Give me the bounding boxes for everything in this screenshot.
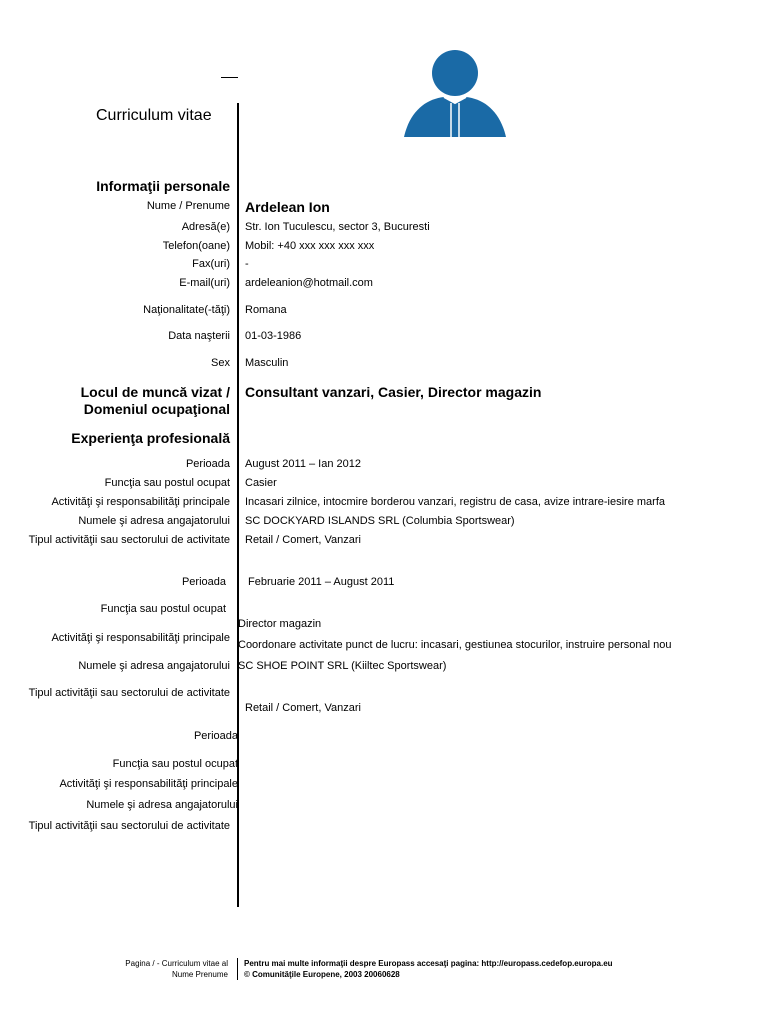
job3-label-position: Funcţia sau postul ocupat (112, 758, 238, 770)
job2-label-employer: Numele şi adresa angajatorului (78, 660, 230, 672)
job1-label-employer: Numele şi adresa angajatorului (78, 515, 230, 527)
job1-label-period: Perioada (185, 458, 230, 470)
desired-job-heading-line2: Domeniul ocupaţional (83, 401, 230, 417)
value-birthdate: 01-03-1986 (245, 330, 302, 342)
job2-value-activities: Coordonare activitate punct de lucru: incasari, gestiunea stocurilor, instruire personal nou (238, 639, 672, 651)
label-phone: Telefon(oane) (162, 240, 230, 252)
job1-label-sector: Tipul activităţii sau sectorului de activitate (28, 534, 230, 546)
label-sex: Sex (211, 357, 230, 369)
footer-right-line1[interactable]: Pentru mai multe informaţii despre Europass accesaţi pagina: http://europass.cedefop.europa.eu (244, 959, 613, 968)
label-address: Adresă(e) (181, 221, 230, 233)
job2-label-position: Funcţia sau postul ocupat (100, 603, 226, 615)
footer-left (125, 958, 228, 980)
section-heading-experience: Experienţa profesională (71, 430, 230, 446)
job1-label-position: Funcţia sau postul ocupat (104, 477, 230, 489)
job2-value-sector: Retail / Comert, Vanzari (245, 702, 361, 714)
label-email: E-mail(uri) (179, 277, 230, 289)
value-sex: Masculin (245, 357, 289, 369)
value-phone: Mobil: +40 xxx xxx xxx xxx (245, 240, 375, 252)
page-title: Curriculum vitae (96, 107, 212, 124)
job2-label-activities: Activităţi şi responsabilităţi principale (51, 632, 230, 644)
footer-divider (237, 958, 238, 980)
value-address: Str. Ion Tuculescu, sector 3, Bucuresti (245, 221, 430, 233)
label-name: Nume / Prenume (146, 200, 230, 212)
job1-value-sector: Retail / Comert, Vanzari (245, 534, 361, 546)
job2-value-employer: SC SHOE POINT SRL (Kiiltec Sportswear) (238, 660, 447, 672)
footer-right (244, 958, 613, 980)
label-birthdate: Data naşterii (168, 330, 230, 342)
footer-left-line1: Pagina / - Curriculum vitae al (125, 959, 228, 968)
value-fax: - (245, 258, 249, 270)
section-heading-personal: Informaţii personale (96, 178, 230, 194)
value-nationality: Romana (245, 304, 287, 316)
job1-value-activities: Incasari zilnice, intocmire borderou vanzari, registru de casa, avize intrare-iesire marfa (245, 496, 666, 508)
footer-left-line2: Nume Prenume (171, 970, 228, 979)
job3-label-sector: Tipul activităţii sau sectorului de activitate (28, 820, 230, 832)
job3-label-period: Perioada (193, 730, 238, 742)
job3-label-activities: Activităţi şi responsabilităţi principale (59, 778, 238, 790)
job1-value-employer: SC DOCKYARD ISLANDS SRL (Columbia Sportswear) (245, 515, 515, 527)
job1-value-period: August 2011 – Ian 2012 (245, 458, 362, 470)
job1-value-position: Casier (245, 477, 277, 489)
value-name: Ardelean Ion (245, 199, 330, 215)
section-heading-desired-job (81, 384, 230, 418)
job2-label-sector: Tipul activităţii sau sectorului de activitate (28, 687, 230, 699)
job2-label-period: Perioada (181, 576, 226, 588)
job3-label-employer: Numele şi adresa angajatorului (86, 799, 238, 811)
job2-value-period: Februarie 2011 – August 2011 (248, 576, 395, 588)
header-dash (221, 77, 238, 78)
value-desired-job: Consultant vanzari, Casier, Director magazin (245, 384, 542, 400)
job1-label-activities: Activităţi şi responsabilităţi principale (51, 496, 230, 508)
footer-right-line2: © Comunităţile Europene, 2003 20060628 (244, 970, 400, 979)
value-email: ardeleanion@hotmail.com (245, 277, 373, 289)
avatar-person-icon (404, 45, 506, 137)
label-fax: Fax(uri) (192, 258, 230, 270)
label-nationality: Naţionalitate(-tăţi) (143, 304, 230, 316)
job2-value-position: Director magazin (238, 618, 322, 630)
desired-job-heading-line1: Locul de muncă vizat / (80, 384, 230, 400)
